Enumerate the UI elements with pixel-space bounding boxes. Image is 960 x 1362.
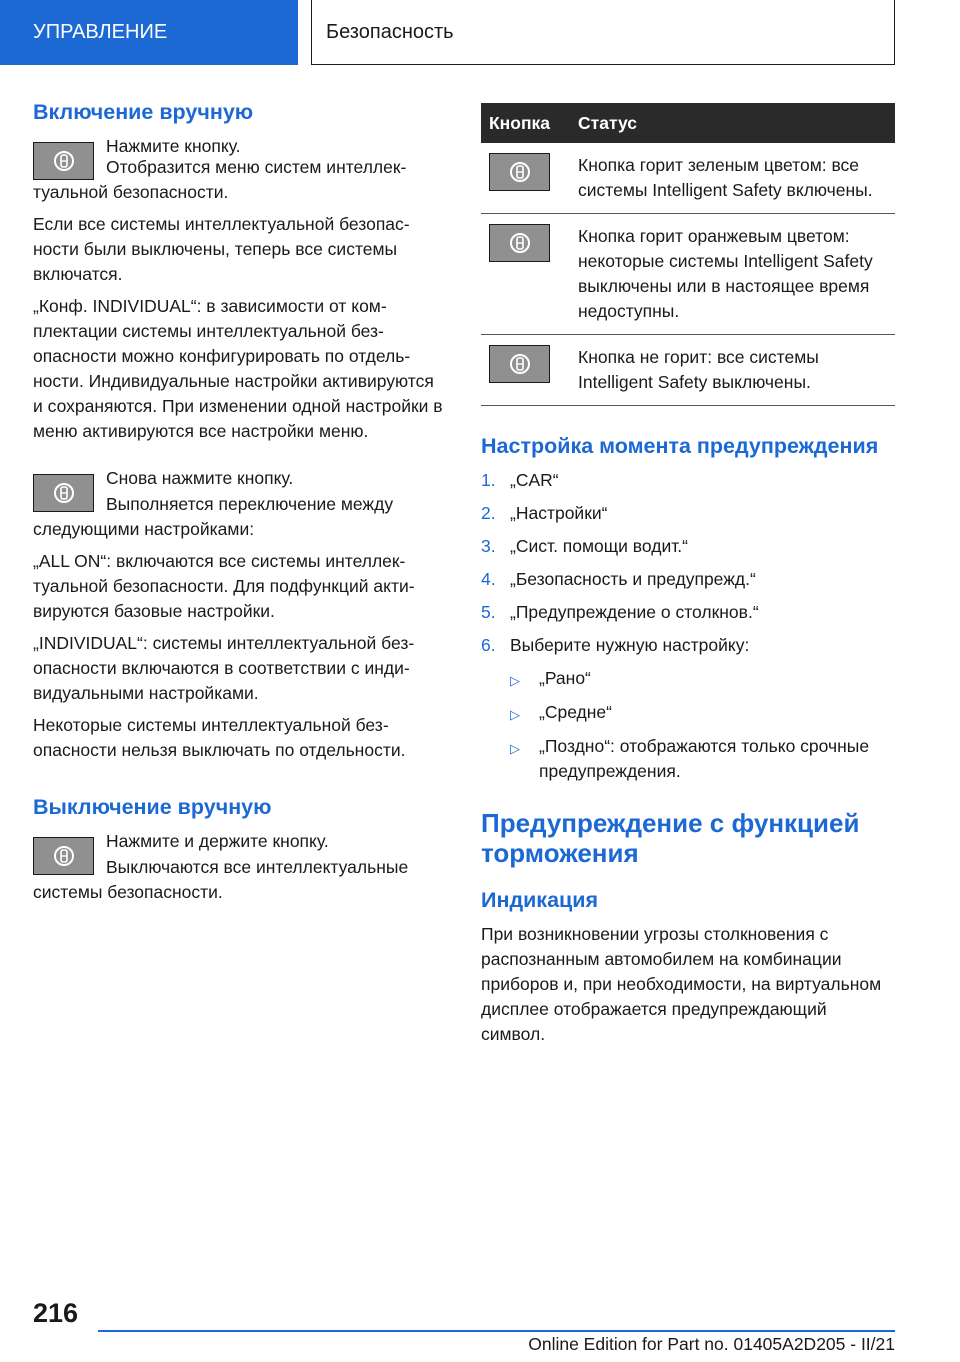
list-item xyxy=(481,468,895,493)
list-item xyxy=(481,501,895,526)
intelligent-safety-button-icon xyxy=(33,474,94,512)
switch-again-step-text: Снова нажмите кнопку. xyxy=(106,468,294,488)
table-header-status: Статус xyxy=(570,103,895,143)
list-item xyxy=(481,534,895,559)
braking-heading: Предупреждение с функцией торможения xyxy=(481,808,860,868)
header-section-tab xyxy=(0,0,298,65)
list-item xyxy=(510,700,895,727)
indication-text: При возникновении угрозы столкновения с распознанным автомобилем на комбинации приборов и, при необходимости, на виртуальном дисплее отображается предупреждающий символ. xyxy=(481,924,882,1044)
table-cell-status: Кнопка горит оранжевым цветом: некоторые системы Intelligent Safety выключены или в настоящее время недоступны. xyxy=(570,214,895,335)
switch-off-p1: Выключаются все интеллектуальные системы безопасности. xyxy=(33,857,409,902)
indication-subheading: Индикация xyxy=(481,888,599,912)
intelligent-safety-button-icon xyxy=(489,224,550,262)
right-column xyxy=(481,103,895,1054)
table-cell-status: Кнопка не горит: все системы Intelligent Safety выключены. xyxy=(570,335,895,406)
table-header-row xyxy=(481,103,895,143)
table-row xyxy=(481,214,895,335)
switch-on-p3: „Конф. INDIVIDUAL“: в зависимости от комплектации системы интеллектуальной безопасности можно конфигурировать по отдельности. Индивидуальные настройки активируются и сохраняются. При изменении одной настройки в меню активируются все настройки меню. xyxy=(33,296,443,441)
list-item xyxy=(481,567,895,592)
option-text: „Поздно“: отображаются только срочные предупреждения. xyxy=(539,736,870,781)
step-text: „Настройки“ xyxy=(510,503,608,523)
switch-again-p1: Выполняется переключение между следующими настройками: xyxy=(33,494,394,539)
triangle-bullet-icon: ▷ xyxy=(510,741,520,756)
header-title-label: Безопасность xyxy=(326,20,454,43)
left-column xyxy=(33,98,448,912)
switch-on-heading: Включение вручную xyxy=(33,100,254,124)
switch-again-p4: Некоторые системы интеллектуальной безопасности нельзя выключать по отдельности. xyxy=(33,715,406,760)
table-row xyxy=(481,143,895,214)
footer-edition: Online Edition for Part no. 01405A2D205 - II/21 xyxy=(528,1334,895,1354)
switch-on-step-text: Нажмите кнопку. xyxy=(106,136,241,156)
step-text: „Сист. помощи водит.“ xyxy=(510,536,688,556)
list-item xyxy=(510,666,895,693)
switch-on-p1: Отобразится меню систем интеллектуальной безопасности. xyxy=(33,157,407,202)
intelligent-safety-button-icon xyxy=(489,153,550,191)
switch-off-step-text: Нажмите и держите кнопку. xyxy=(106,831,329,851)
intelligent-safety-button-icon xyxy=(33,142,94,180)
switch-again-p2: „ALL ON“: включаются все системы интеллектуальной безопасности. Для подфункций активируются базовые настройки. xyxy=(33,551,415,621)
header-page-title xyxy=(311,0,895,65)
intelligent-safety-button-icon xyxy=(33,837,94,875)
switch-on-p2: Если все системы интеллектуальной безопасности были выключены, теперь все системы включатся. xyxy=(33,214,410,284)
step-number: 1. xyxy=(481,470,496,490)
step-text: „Безопасность и предупрежд.“ xyxy=(510,569,756,589)
switch-off-heading: Выключение вручную xyxy=(33,795,272,819)
intelligent-safety-button-icon xyxy=(489,345,550,383)
list-item xyxy=(481,633,895,658)
step-number: 5. xyxy=(481,602,496,622)
option-text: „Средне“ xyxy=(539,702,612,722)
step-text: „Предупреждение о столкнов.“ xyxy=(510,602,759,622)
warning-time-heading: Настройка момента предупреждения xyxy=(481,434,879,458)
warning-time-options xyxy=(481,666,895,784)
table-header-button: Кнопка xyxy=(481,103,570,143)
button-status-table xyxy=(481,103,895,406)
step-text: „CAR“ xyxy=(510,470,559,490)
step-text: Выберите нужную настройку: xyxy=(510,635,750,655)
step-number: 4. xyxy=(481,569,496,589)
list-item xyxy=(510,734,895,784)
footer-divider xyxy=(98,1330,895,1332)
step-number: 3. xyxy=(481,536,496,556)
step-number: 6. xyxy=(481,635,496,655)
triangle-bullet-icon: ▷ xyxy=(510,707,520,722)
header-section-label: УПРАВЛЕНИЕ xyxy=(33,21,168,43)
table-row xyxy=(481,335,895,406)
switch-again-p3: „INDIVIDUAL“: системы интеллектуальной безопасности включаются в соответствии с индивидуальными настройками. xyxy=(33,633,415,703)
page-number: 216 xyxy=(33,1298,79,1328)
warning-time-steps xyxy=(481,468,895,658)
table-cell-status: Кнопка горит зеленым цветом: все системы Intelligent Safety включены. xyxy=(570,143,895,214)
list-item xyxy=(481,600,895,625)
step-number: 2. xyxy=(481,503,496,523)
option-text: „Рано“ xyxy=(539,668,591,688)
triangle-bullet-icon: ▷ xyxy=(510,673,520,688)
